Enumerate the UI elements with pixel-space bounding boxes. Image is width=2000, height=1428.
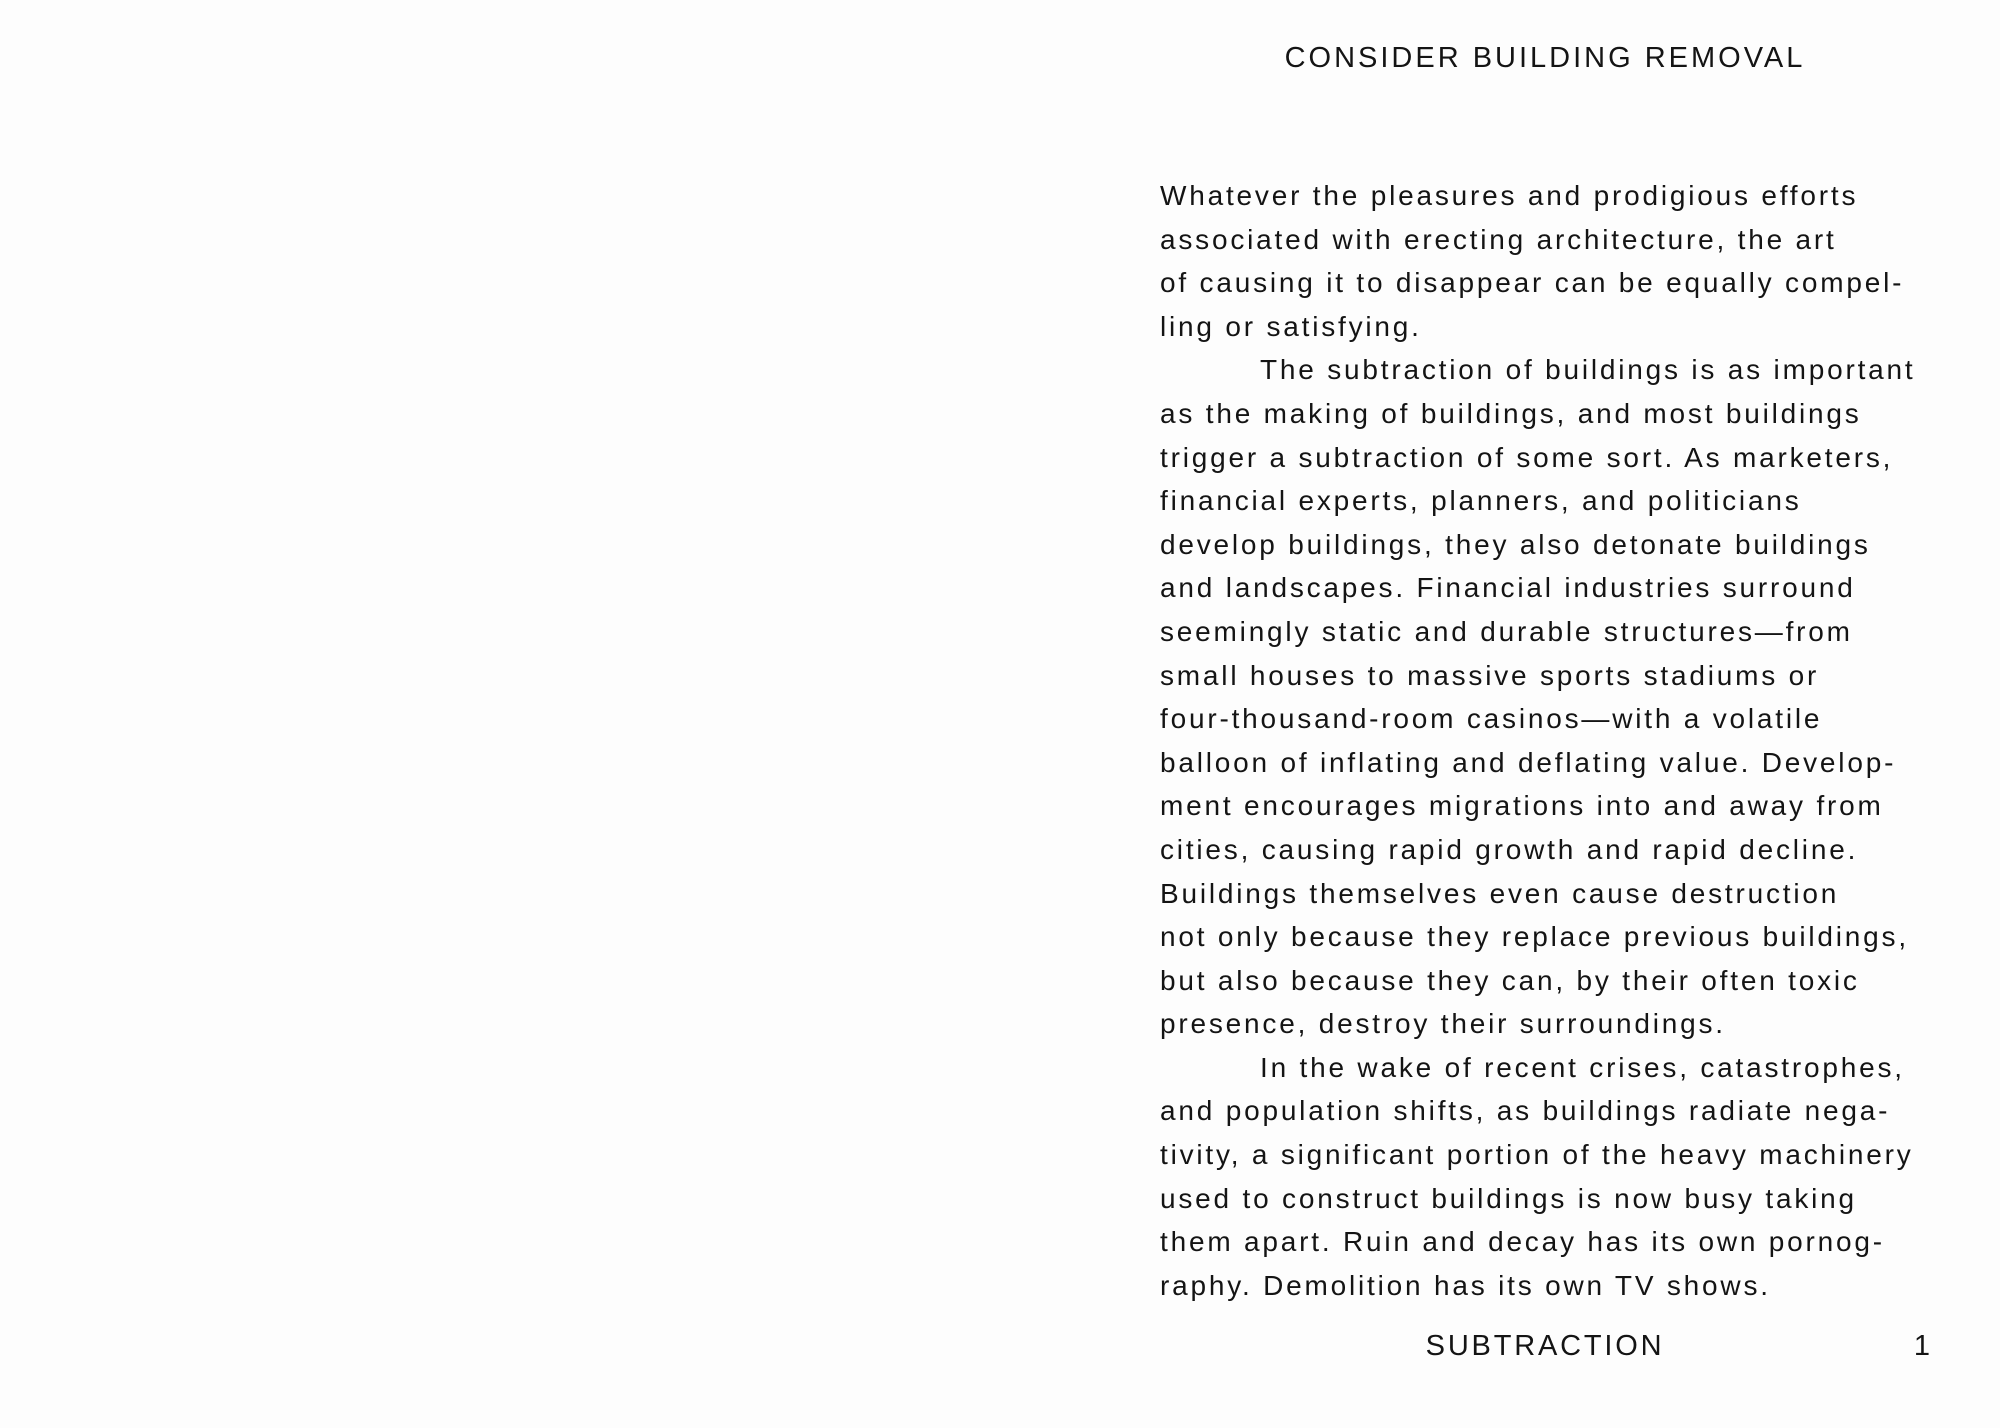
body-line: ment encourages migrations into and away from — [1160, 790, 1884, 822]
body-line: not only because they replace previous buildings, — [1160, 921, 1909, 953]
body-line: tivity, a significant portion of the heavy machinery — [1160, 1139, 1914, 1171]
body-line: them apart. Ruin and decay has its own pornog- — [1160, 1226, 1885, 1258]
footer-book-title: SUBTRACTION — [1425, 1330, 1665, 1362]
page-footer — [1160, 1330, 1930, 1363]
body-line: financial experts, planners, and politicians — [1160, 485, 1802, 517]
body-line: as the making of buildings, and most buildings — [1160, 397, 1862, 429]
body-line: and landscapes. Financial industries surround — [1160, 572, 1856, 604]
body-line: develop buildings, they also detonate buildings — [1160, 528, 1871, 560]
body-line: of causing it to disappear can be equally compel- — [1160, 267, 1905, 299]
body-line: associated with erecting architecture, the art — [1160, 223, 1837, 255]
body-line: seemingly static and durable structures—from — [1160, 615, 1853, 647]
body-line: small houses to massive sports stadiums or — [1160, 659, 1820, 691]
body-line: The subtraction of buildings is as important — [1260, 354, 1916, 386]
body-line: and population shifts, as buildings radiate nega- — [1160, 1095, 1891, 1127]
running-head: CONSIDER BUILDING REMOVAL — [1284, 42, 1806, 74]
body-line: presence, destroy their surroundings. — [1160, 1008, 1726, 1040]
body-line: ling or satisfying. — [1160, 310, 1422, 342]
page-number: 1 — [1913, 1330, 1930, 1362]
body-line: Buildings themselves even cause destruction — [1160, 877, 1840, 909]
body-line: cities, causing rapid growth and rapid decline. — [1160, 833, 1859, 865]
body-text — [1160, 174, 1960, 1307]
body-line: balloon of inflating and deflating value. Develop- — [1160, 746, 1897, 778]
body-line: used to construct buildings is now busy taking — [1160, 1182, 1857, 1214]
body-line: four-thousand-room casinos—with a volatile — [1160, 703, 1823, 735]
body-line: raphy. Demolition has its own TV shows. — [1160, 1269, 1771, 1301]
body-line: trigger a subtraction of some sort. As marketers, — [1160, 441, 1894, 473]
body-line: Whatever the pleasures and prodigious efforts — [1160, 180, 1859, 211]
body-line: but also because they can, by their often toxic — [1160, 964, 1860, 996]
body-line: In the wake of recent crises, catastrophes, — [1260, 1051, 1905, 1083]
